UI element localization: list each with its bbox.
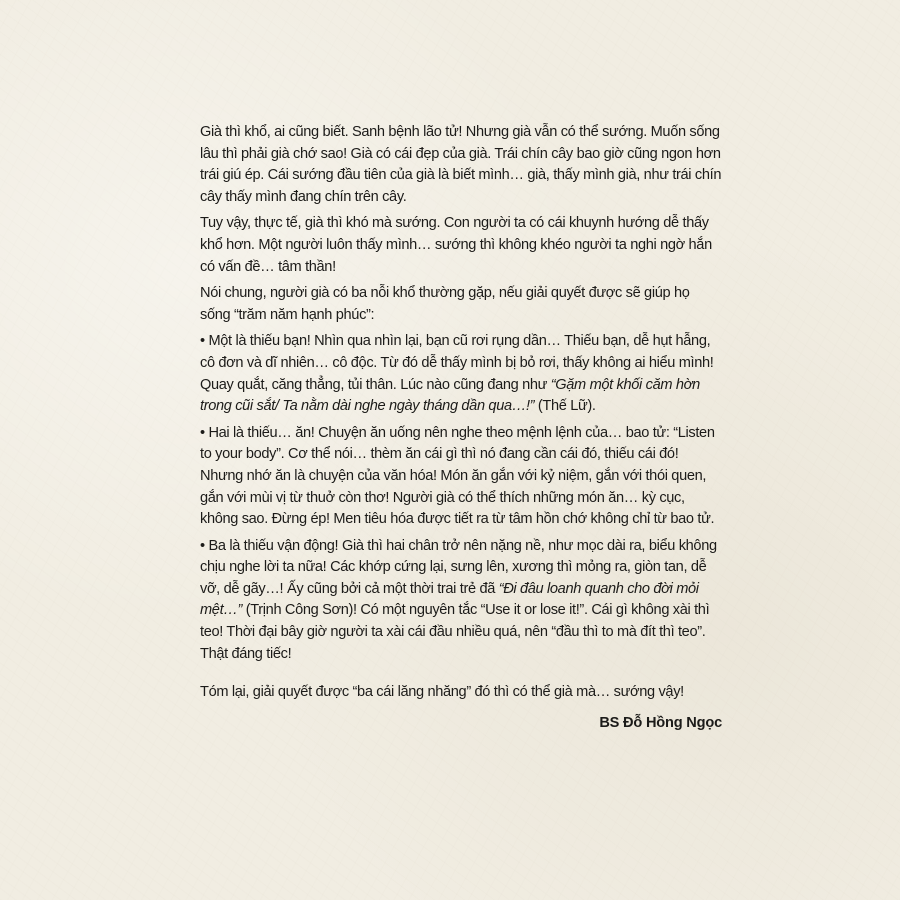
paragraph-lack-of-exercise-text: • Ba là thiếu vận động! Già thì hai chân trở nên nặng nề, như mọc dài ra, biểu không chịu nghe lời ta nữa! Các khớp cứng lại, sưng lên, xương thì mỏng ra, giòn tan, dễ vỡ, dễ gãy…! Ấy cũng bởi cả một thời trai trẻ đã — [200, 537, 717, 597]
paragraph-lack-of-friends — [200, 331, 722, 417]
paragraph-lack-of-friends-text: • Một là thiếu bạn! Nhìn qua nhìn lại, bạn cũ rơi rụng dần… Thiếu bạn, dễ hụt hẫng, cô đơn và dĩ nhiên… cô độc. Từ đó dễ thấy mình bị bỏ rơi, thấy không ai hiểu mình! Quay quắt, căng thẳng, tủi thân. Lúc nào cũng đang như — [200, 333, 714, 393]
paragraph-reality: Tuy vậy, thực tế, già thì khó mà sướng. Con người ta có cái khuynh hướng dễ thấy khổ hơn. Một người luôn thấy mình… sướng thì không khéo người ta nghi ngờ hắn có vấn đề… tâm thần! — [200, 215, 712, 275]
paragraph-intro: Già thì khổ, ai cũng biết. Sanh bệnh lão tử! Nhưng già vẫn có thể sướng. Muốn sống lâu thì phải già chớ sao! Già có cái đẹp của già. Trái chín cây bao giờ cũng ngon hơn trái giú ép. Cái sướng đầu tiên của già là biết mình… già, thấy mình già, như trái chín cây thấy mình đang chín trên cây. — [200, 124, 722, 205]
paragraph-lack-of-food: • Hai là thiếu… ăn! Chuyện ăn uống nên nghe theo mệnh lệnh của… bao tử: “Listen to your body”. Cơ thể nói… thèm ăn cái gì thì nó đang cần cái đó, thiếu cái đó! Nhưng nhớ ăn là chuyện của văn hóa! Món ăn gắn với kỷ niệm, gắn với thói quen, gắn với mùi vị từ thuở còn thơ! Người già có thể thích những món ăn… kỳ cục, không sao. Đừng ép! Men tiêu hóa được tiết ra từ tâm hồn chớ không chỉ từ bao tử. — [200, 424, 715, 528]
article-body — [200, 122, 722, 734]
author-signature: BS Đỗ Hồng Ngọc — [599, 714, 722, 731]
paragraph-lack-of-friends-tail: (Thế Lữ). — [534, 398, 596, 415]
paragraph-three-sorrows: Nói chung, người già có ba nỗi khổ thường gặp, nếu giải quyết được sẽ giúp họ sống “trăm năm hạnh phúc”: — [200, 285, 690, 323]
song-quote-trinh-cong-son: “Đi đâu loanh quanh cho đời mỏi mệt…” — [200, 580, 699, 619]
poem-quote-the-lu: “Gặm một khối căm hờn trong cũi sắt/ Ta nằm dài nghe ngày tháng dần qua…!” — [200, 376, 700, 415]
paragraph-spacer — [200, 670, 722, 682]
paragraph-lack-of-exercise-tail: (Trịnh Công Sơn)! Có một nguyên tắc “Use it or lose it!”. Cái gì không xài thì teo! Thời đại bây giờ người ta xài cái đầu nhiều quá, nên “đầu thì to mà đít thì teo”. Thật đáng tiếc! — [200, 602, 710, 662]
paragraph-lack-of-exercise — [200, 536, 722, 666]
paragraph-conclusion: Tóm lại, giải quyết được “ba cái lăng nhăng” đó thì có thể già mà… sướng vậy! — [200, 684, 684, 701]
